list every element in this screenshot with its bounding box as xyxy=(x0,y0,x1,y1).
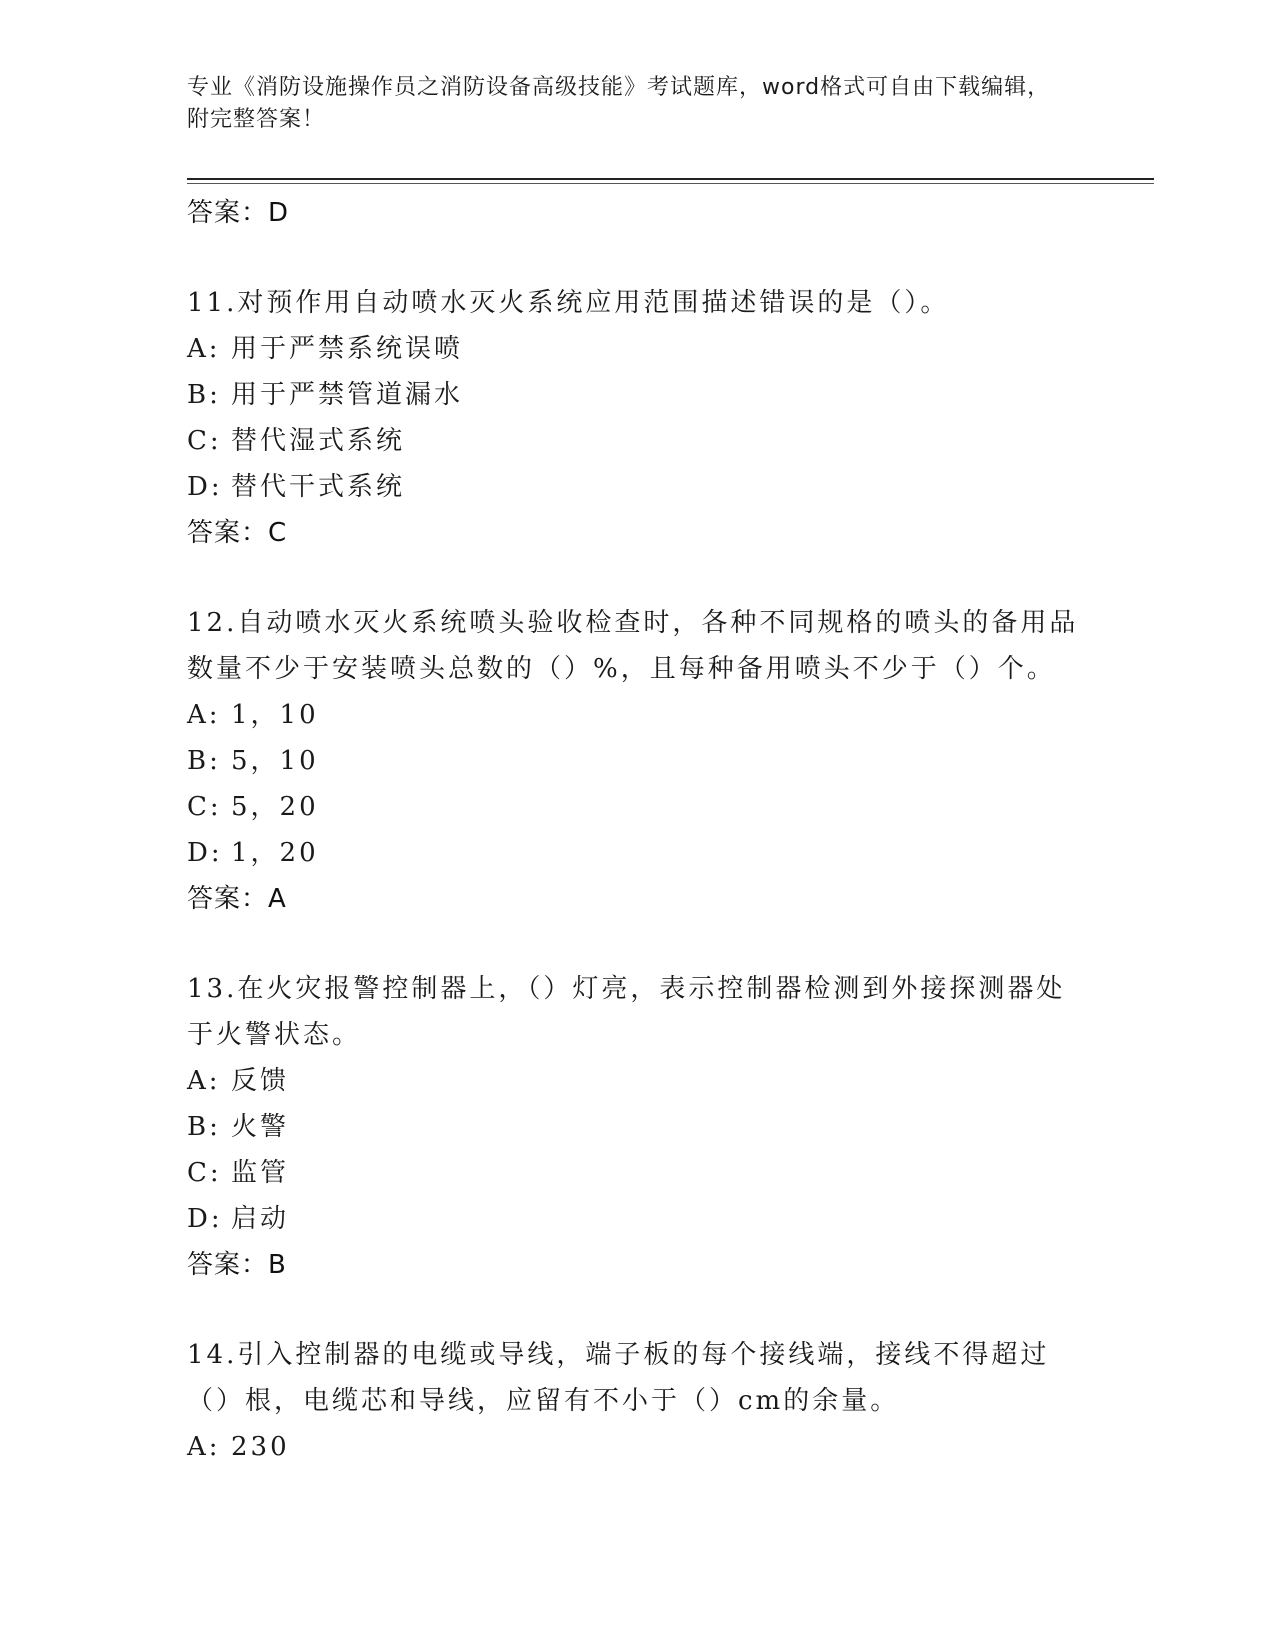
option-item xyxy=(187,1104,1087,1150)
option-text: 5，10 xyxy=(231,746,319,776)
header-divider-thin xyxy=(187,183,1154,184)
question-text: 11.对预作用自动喷水灭火系统应用范围描述错误的是（）。 xyxy=(187,288,950,318)
question-block xyxy=(187,1332,1087,1470)
option-key: C: xyxy=(187,1158,222,1188)
option-text: 监管 xyxy=(231,1158,290,1188)
question-block xyxy=(187,280,1087,556)
option-key: D: xyxy=(187,472,223,502)
option-item xyxy=(187,830,1087,876)
option-text: 替代干式系统 xyxy=(231,472,406,502)
question-block xyxy=(187,966,1087,1288)
option-key: A: xyxy=(187,1432,221,1462)
option-text: 火警 xyxy=(231,1112,290,1142)
option-key: D: xyxy=(187,838,223,868)
option-item xyxy=(187,464,1087,510)
header-divider-thick xyxy=(187,178,1154,180)
question-block xyxy=(187,600,1087,922)
option-item xyxy=(187,1196,1087,1242)
option-text: 1，10 xyxy=(231,700,319,730)
option-item xyxy=(187,372,1087,418)
page-header-text: 专业《消防设施操作员之消防设备高级技能》考试题库，word格式可自由下载编辑，附完整答案！ xyxy=(187,75,1051,132)
option-item xyxy=(187,326,1087,372)
option-item xyxy=(187,418,1087,464)
answer-line: 答案：A xyxy=(187,884,287,914)
option-item xyxy=(187,738,1087,784)
option-text: 1，20 xyxy=(231,838,319,868)
option-key: C: xyxy=(187,792,222,822)
question-text: 12.自动喷水灭火系统喷头验收检查时，各种不同规格的喷头的备用品数量不少于安装喷头总数的（）%，且每种备用喷头不少于（）个。 xyxy=(187,608,1079,684)
option-key: A: xyxy=(187,700,221,730)
option-text: 反馈 xyxy=(231,1066,290,1096)
option-text: 替代湿式系统 xyxy=(231,426,406,456)
option-text: 5，20 xyxy=(231,792,319,822)
answer-line: 答案：D xyxy=(187,198,290,228)
option-text: 用于严禁管道漏水 xyxy=(231,380,464,410)
answer-line: 答案：B xyxy=(187,1250,287,1280)
answer-line: 答案：C xyxy=(187,518,288,548)
option-item xyxy=(187,1424,1087,1470)
option-item xyxy=(187,1150,1087,1196)
option-text: 启动 xyxy=(231,1204,290,1234)
option-key: B: xyxy=(187,1112,221,1142)
question-text: 13.在火灾报警控制器上，（）灯亮，表示控制器检测到外接探测器处于火警状态。 xyxy=(187,974,1066,1050)
option-item xyxy=(187,692,1087,738)
option-key: D: xyxy=(187,1204,223,1234)
option-item xyxy=(187,784,1087,830)
question-list xyxy=(187,190,1087,1470)
option-key: A: xyxy=(187,1066,221,1096)
option-key: A: xyxy=(187,334,221,364)
question-text: 14.引入控制器的电缆或导线，端子板的每个接线端，接线不得超过（）根，电缆芯和导线，应留有不小于（）cm的余量。 xyxy=(187,1340,1050,1416)
option-key: B: xyxy=(187,746,221,776)
option-key: B: xyxy=(187,380,221,410)
option-text: 用于严禁系统误喷 xyxy=(231,334,464,364)
option-text: 230 xyxy=(231,1432,290,1462)
option-item xyxy=(187,1058,1087,1104)
option-key: C: xyxy=(187,426,222,456)
